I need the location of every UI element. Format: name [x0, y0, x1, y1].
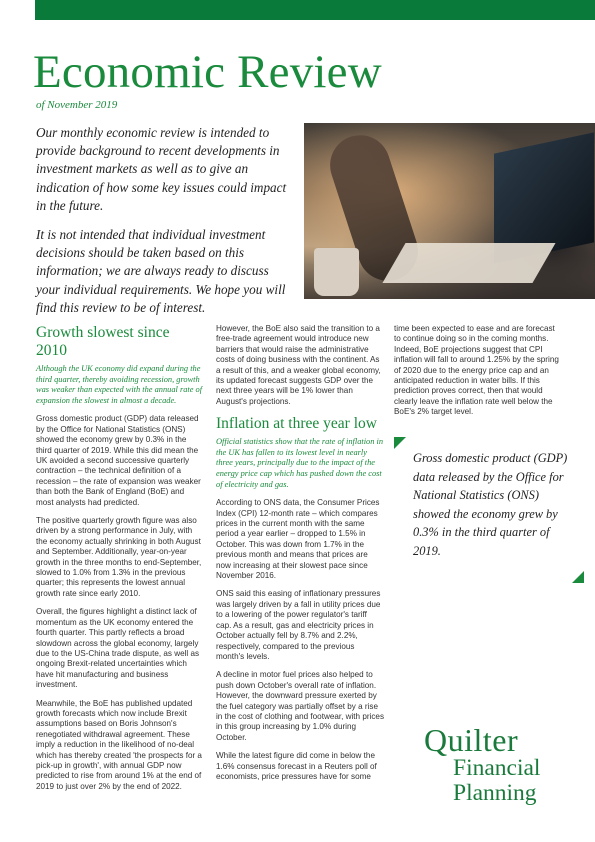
- body-paragraph: Overall, the figures highlight a distinct lack of momentum as the UK economy entered the fourth quarter. This partly reflects a broad slowdown across the global economy, largely due to the US-China trade dispute, as well as ongoing Brexit-related uncertainties which have hit manufacturing and business investment.: [36, 607, 200, 690]
- hero-photo: [304, 123, 595, 299]
- body-paragraph: However, the BoE also said the transition to a free-trade agreement would introduce new barriers that would raise the administrative costs of doing business with the continent. As a result of this, and a weaker global economy, its updated forecast suggests GDP over the next three years will be 1% lower than August's projections.: [216, 324, 381, 406]
- logo-line-1: Quilter: [424, 722, 519, 758]
- page-subtitle: of November 2019: [36, 99, 118, 111]
- body-paragraph: time been expected to ease and are forecast to continue doing so in the coming months. Indeed, BoE projections suggest that CPI inflation will fall to around 1.25% by the spring of 2020 due to the energy price cap and an anticipated reduction in water bills. If this prediction proves correct, then that would clearly leave the inflation rate well below the BoE's 2% target level.: [394, 324, 559, 417]
- intro: [36, 124, 292, 328]
- section-lead: Although the UK economy did expand during the third quarter, thereby avoiding recession, growth was weaker than expected with the annual rate of expansion the slowest in almost a decade.: [36, 364, 203, 405]
- body-paragraph: While the latest figure did come in below the 1.6% consensus forecast in a Reuters poll of economists, price pressures have for some: [216, 751, 377, 781]
- section-heading: Inflation at three year low: [216, 415, 377, 433]
- page-title: Economic Review: [33, 46, 382, 98]
- section-heading: Growth slowest since 2010: [36, 324, 170, 359]
- body-paragraph: A decline in motor fuel prices also helped to push down October's overall rate of inflation. However, the downward pressure exerted by the fuel category was partially offset by a rise in the cost of clothing and footwear, with prices in this group increasing by 1.0% during October.: [216, 670, 385, 742]
- intro-paragraph: Our monthly economic review is intended to provide background to recent developments in investment markets as well as to give an indication of how some key issues could impact in the future.: [36, 125, 287, 213]
- pull-quote-text: Gross domestic product (GDP) data released by the Office for National Statistics (ONS) showed the economy grew by 0.3% in the third quarter of 2019.: [413, 451, 568, 558]
- quilter-logo: [424, 724, 584, 806]
- body-paragraph: Meanwhile, the BoE has published updated growth forecasts which now include Brexit assumptions based on Boris Johnson's renegotiated withdrawal agreement. These imply a reduction in the likelihood of no-deal which has thereby created 'the prospects for a pick-up in growth', with annual GDP now predicted to rise from around 1% at the end of 2019 to just over 2% by the end of 2022.: [36, 698, 202, 791]
- top-brand-bar: [35, 0, 595, 20]
- body-paragraph: Gross domestic product (GDP) data released by the Office for National Statistics (ONS) showed the economy grew by 0.3% in the third quarter of 2019. While this did mean the UK avoided a second successive quarterly contraction – the technical definition of a recession – the rate of expansion was weaker than both the Bank of England (BoE) and most analysts had predicted.: [36, 414, 201, 507]
- intro-paragraph: It is not intended that individual investment decisions should be taken based on this information; we are always ready to discuss your individual requirements. We hope you will find this review to be of interest.: [36, 227, 286, 315]
- hero-photo-papers: [382, 243, 555, 283]
- body-paragraph: According to ONS data, the Consumer Prices Index (CPI) 12-month rate – which compares prices in the current month with the same period a year earlier – dropped to 1.5% in October. This was down from 1.7% in the previous month and means that prices are now increasing at their slowest pace since November 2016.: [216, 498, 380, 581]
- pull-quote: [394, 437, 584, 583]
- logo-line-3: Planning: [453, 780, 537, 806]
- hero-photo-cup: [314, 248, 359, 296]
- column-1: [36, 324, 204, 800]
- pull-quote-corner-top: [394, 437, 406, 449]
- pull-quote-corner-bottom: [572, 571, 584, 583]
- body-paragraph: ONS said this easing of inflationary pressures was largely driven by a fall in utility prices due to a lowering of the power regulator's tariff cap. As a result, gas and electricity prices in October actually fell by 8.7% and 2.2%, respectively, compared to the previous month's levels.: [216, 589, 381, 661]
- section-lead: Official statistics show that the rate of inflation in the UK has fallen to its lowest level in nearly three years, principally due to the impact of the energy price cap which has pushed down the cost of electricity and gas.: [216, 437, 384, 489]
- column-3: [394, 324, 562, 426]
- column-2: [216, 324, 384, 790]
- body-paragraph: The positive quarterly growth figure was also driven by a strong performance in July, with the economy actually shrinking in both August and September. Additionally, year-on-year growth in the three months to end-September, slowed to 1.0% from 1.3% in the previous quarter; this represents the lowest annual growth rate since early 2010.: [36, 516, 202, 598]
- logo-line-2: Financial: [453, 755, 541, 781]
